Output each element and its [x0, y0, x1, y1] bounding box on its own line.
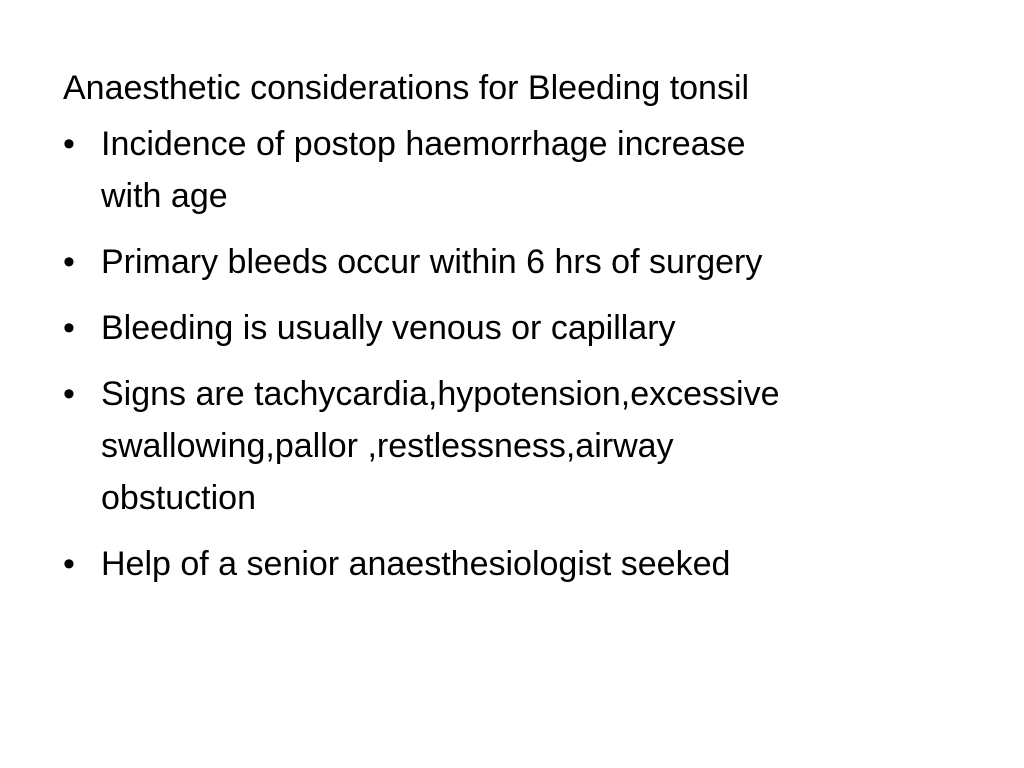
- bullet-dot-icon: •: [63, 309, 75, 347]
- bullet-text-line: obstuction: [101, 479, 256, 517]
- bullet-dot-icon: •: [63, 125, 75, 163]
- bullet-text-line: Bleeding is usually venous or capillary: [101, 309, 676, 347]
- bullet-list: [63, 118, 963, 590]
- bullet-dot-icon: •: [63, 545, 75, 583]
- bullet-dot-icon: •: [63, 375, 75, 413]
- bullet-item: [63, 236, 963, 288]
- slide-heading: Anaesthetic considerations for Bleeding tonsil: [63, 69, 750, 107]
- bullet-text-line: Incidence of postop haemorrhage increase: [101, 125, 746, 163]
- bullet-dot-icon: •: [63, 243, 75, 281]
- slide-content: [63, 62, 963, 604]
- bullet-text-line: Signs are tachycardia,hypotension,excessive: [101, 375, 780, 413]
- bullet-text-line: Primary bleeds occur within 6 hrs of surgery: [101, 243, 763, 281]
- bullet-text-line: with age: [101, 177, 228, 215]
- bullet-item: [63, 118, 963, 222]
- bullet-item: [63, 368, 963, 524]
- bullet-text-line: swallowing,pallor ,restlessness,airway: [101, 427, 674, 465]
- bullet-item: [63, 302, 963, 354]
- bullet-item: [63, 538, 963, 590]
- bullet-text-line: Help of a senior anaesthesiologist seeked: [101, 545, 731, 583]
